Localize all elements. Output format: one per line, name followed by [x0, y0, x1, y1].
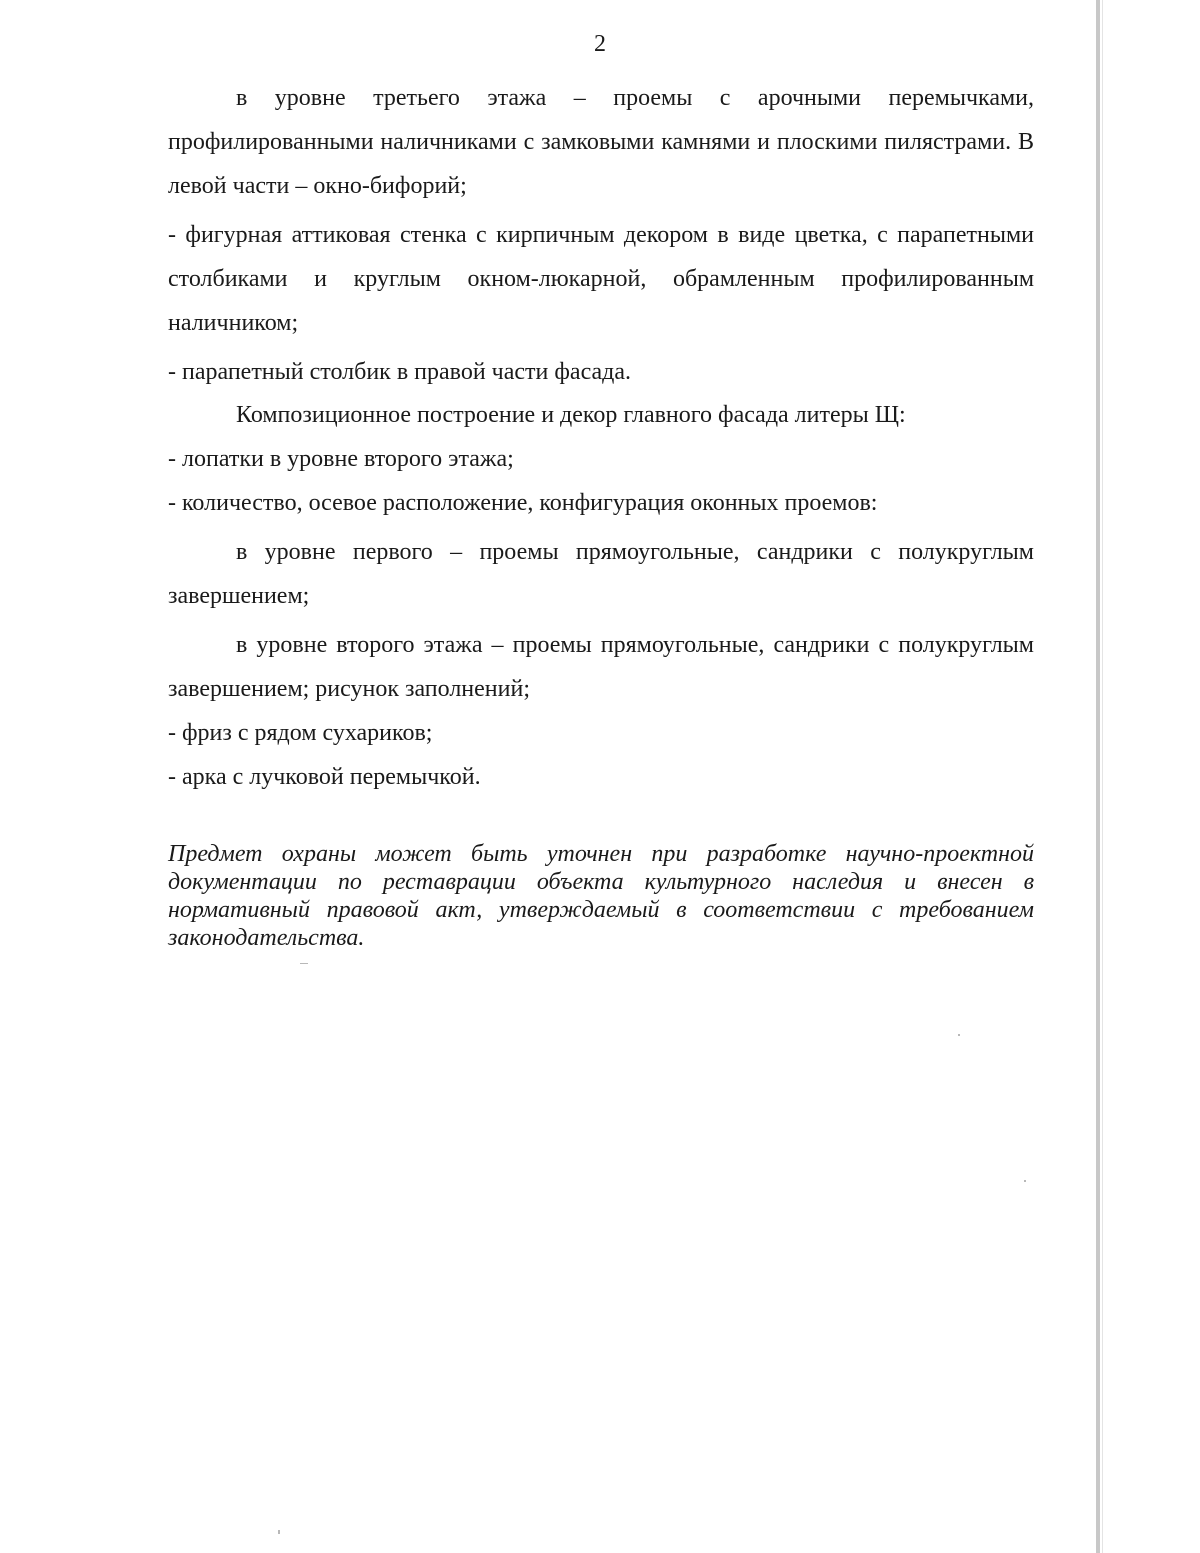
facade-elements-list-lower: [168, 393, 1034, 799]
list-item-parapet-post: - парапетный столбик в правой части фасада.: [168, 359, 632, 385]
list-item-arch: - арка с лучковой перемычкой.: [168, 764, 481, 790]
scan-edge-line: [1102, 0, 1103, 1553]
scan-speck: [1024, 1180, 1026, 1182]
list-item-attic-wall: - фигурная аттиковая стенка с кирпичным декором в виде цветка, с парапетными столбиками и круглым окном-люкарной, обрамленным профилированным наличником;: [168, 222, 1034, 336]
paragraph-third-floor: в уровне третьего этажа – проемы с арочными перемычками, профилированными наличниками с замковыми камнями и плоскими пилястрами. В левой части – окно-бифорий;: [168, 85, 1034, 199]
list-item-pilasters: - лопатки в уровне второго этажа;: [168, 446, 514, 472]
paragraph-second-floor: в уровне второго этажа – проемы прямоугольные, сандрики с полукруглым завершением; рисунок заполнений;: [168, 632, 1034, 702]
scan-speck: [958, 1034, 960, 1036]
paragraph-first-floor: в уровне первого – проемы прямоугольные, сандрики с полукруглым завершением;: [168, 539, 1034, 609]
list-item-window-openings: - количество, осевое расположение, конфигурация оконных проемов:: [168, 490, 878, 516]
section-heading-litera-shch: Композиционное построение и декор главного фасада литеры Щ:: [236, 402, 906, 428]
protection-subject-note: Предмет охраны может быть уточнен при разработке научно-проектной документации по реставрации объекта культурного наследия и внесен в нормативный правовой акт, утверждаемый в соответствии с требованием законодательства.: [168, 841, 1034, 951]
page-number: 2: [594, 31, 606, 57]
list-item-frieze: - фриз с рядом сухариков;: [168, 720, 433, 746]
scan-speck: [300, 963, 308, 964]
facade-elements-list-upper: [168, 76, 1034, 394]
scan-edge-shadow: [1096, 0, 1100, 1553]
scan-speck: [278, 1530, 280, 1534]
